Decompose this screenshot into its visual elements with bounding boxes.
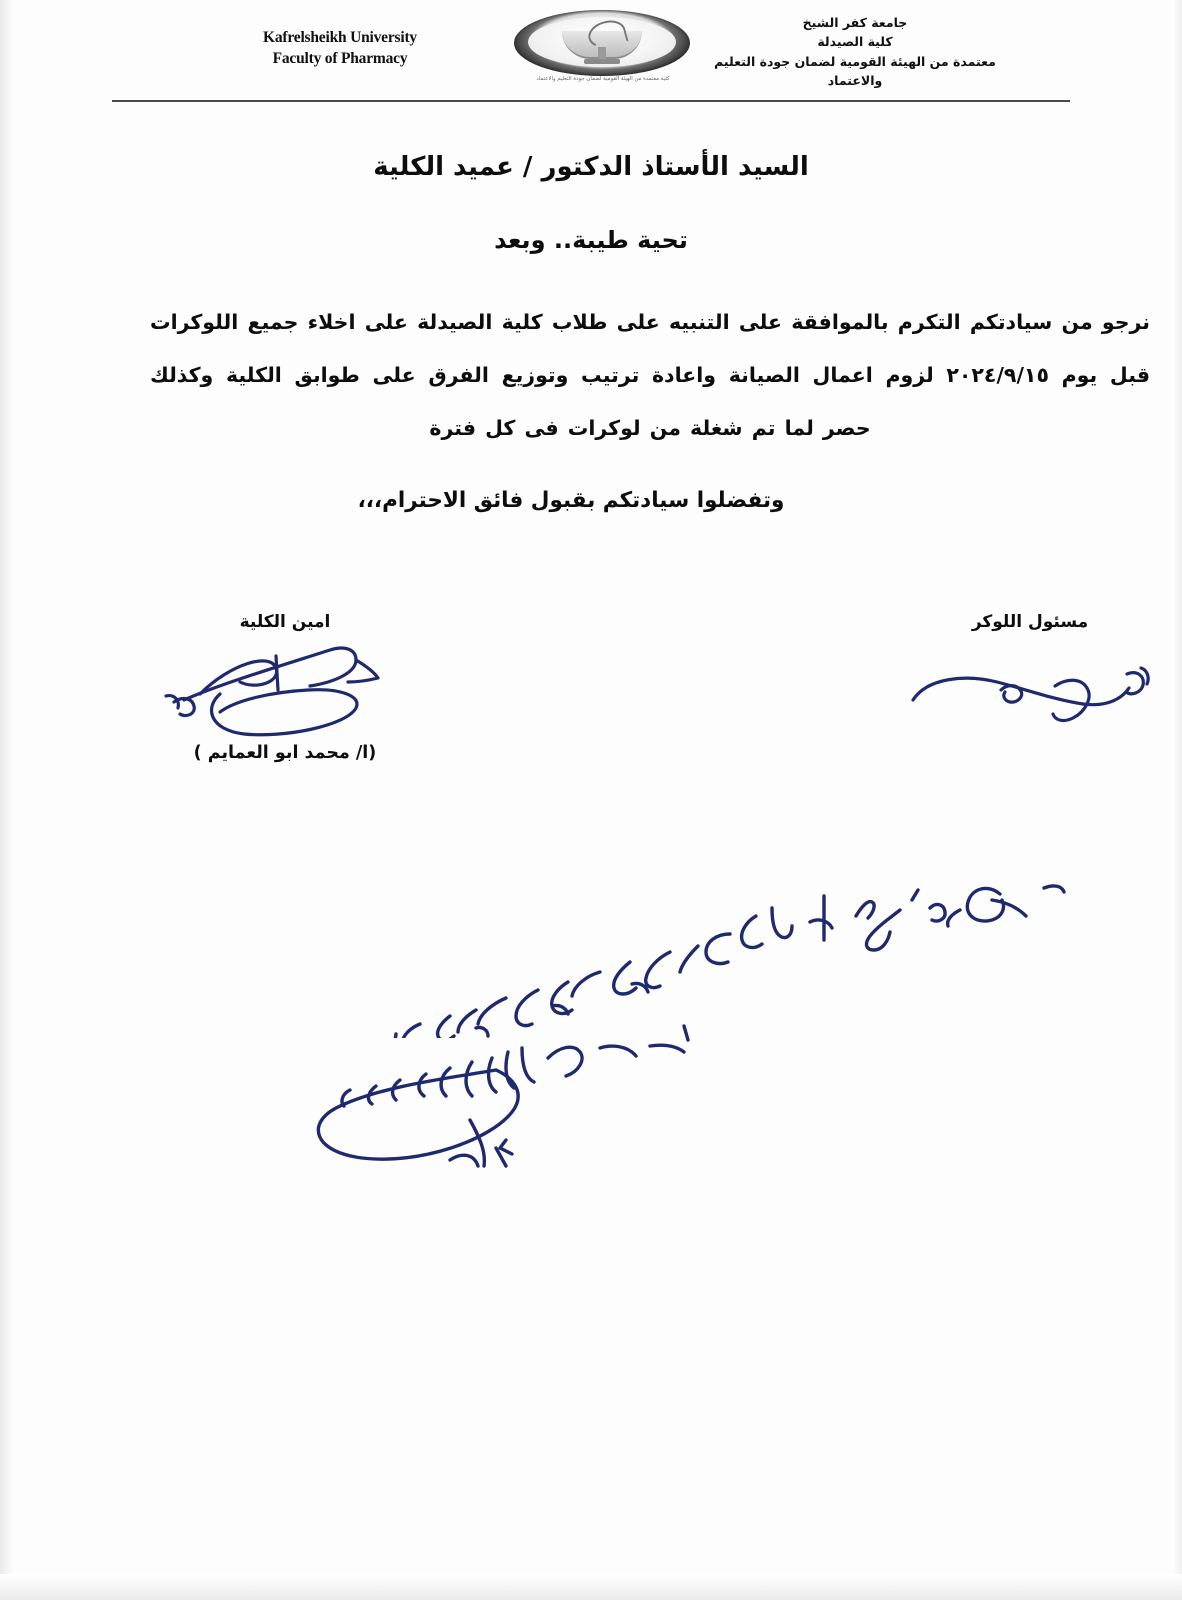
- handwritten-signature-faculty-secretary: [160, 638, 410, 738]
- salutation: السيد الأستاذ الدكتور / عميد الكلية: [373, 152, 809, 182]
- faculty-name-ar: كلية الصيدلة: [817, 34, 893, 50]
- handwritten-signature-locker-officer: [905, 638, 1155, 728]
- signature-name-faculty-secretary: (ا/ محمد ابو العمايم ): [193, 743, 377, 763]
- accreditation-line-ar: معتمدة من الهيئة القومية لضمان جودة التعليم: [714, 53, 996, 69]
- signature-block-faculty-secretary: [160, 612, 410, 763]
- body-paragraph: نرجو من سيادتكم التكرم بالموافقة على التنبيه على طلاب كلية الصيدلة على اخلاء جميع اللوكرات قبل يوم ٢٠٢٤/٩/١٥ لزوم اعمال الصيانة واعادة ترتيب وتوزيع الفرق على طوابق الكلية وكذلك حصر لما تم شغلة من لوكرات فى كل فترة: [150, 310, 1150, 440]
- signature-title-locker-officer: مسئول اللوكر: [971, 612, 1089, 632]
- seal-caption: كلية معتمدة من الهيئة القومية لضمان جودة التعليم والاعتماد: [536, 76, 670, 82]
- bowl-base: [584, 59, 620, 64]
- signature-block-locker-officer: [905, 612, 1155, 733]
- accreditation-line2-ar: والاعتماد: [827, 73, 883, 89]
- letterhead-arabic: [645, 13, 1065, 91]
- signature-title-faculty-secretary: امين الكلية: [239, 612, 331, 632]
- handwritten-annotation-note: [300, 838, 1080, 1038]
- faculty-name-en: Faculty of Pharmacy: [272, 49, 408, 67]
- page-edge-shadow-bottom: [0, 1574, 1182, 1600]
- closing-line: وتفضلوا سيادتكم بقبول فائق الاحترام،،،: [357, 488, 785, 513]
- university-name-en: Kafrelsheikh University: [263, 29, 417, 46]
- greeting: تحية طيبة.. وبعد: [494, 226, 688, 254]
- university-name-ar: جامعة كفر الشيخ: [802, 15, 908, 30]
- letterhead: [110, 6, 1070, 102]
- header-divider: [112, 100, 1070, 102]
- letterhead-english: [190, 28, 490, 70]
- handwritten-dean-signature: [300, 1000, 1080, 1180]
